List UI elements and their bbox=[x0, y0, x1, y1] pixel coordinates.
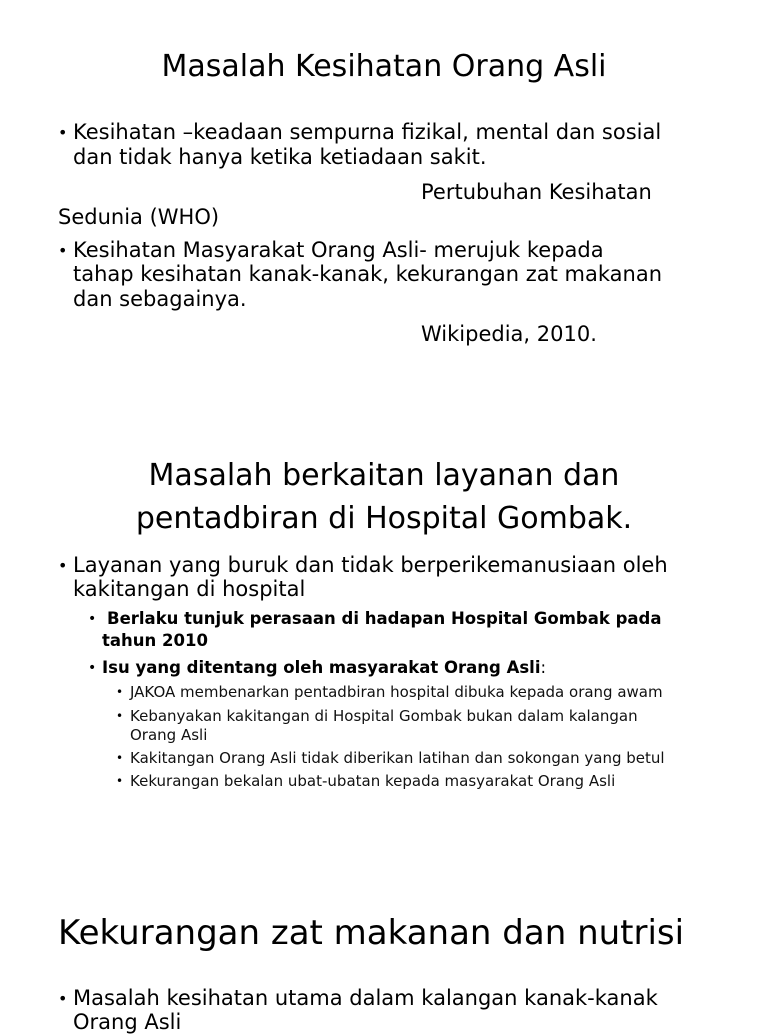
bullet-marker: • bbox=[58, 123, 68, 142]
slide2-bullet1-line2: kakitangan di hospital bbox=[73, 577, 306, 601]
bullet-marker: • bbox=[58, 241, 68, 260]
bullet-marker: • bbox=[88, 660, 97, 676]
slide1-bullet2-line3: dan sebagainya. bbox=[73, 287, 247, 311]
slide3-bullet1-line1: Masalah kesihatan utama dalam kalangan kanak-kanak bbox=[73, 986, 658, 1010]
bullet-marker: • bbox=[88, 611, 97, 627]
bullet-marker: • bbox=[116, 685, 124, 699]
bullet-marker: • bbox=[58, 556, 68, 575]
slide2-sub1-line2: tahun 2010 bbox=[102, 631, 208, 650]
slide1-bullet1-line2: dan tidak hanya ketika ketiadaan sakit. bbox=[73, 145, 487, 169]
slide1-attribution1-line2: Sedunia (WHO) bbox=[58, 205, 220, 229]
bullet-marker: • bbox=[58, 989, 68, 1008]
slide1-attribution2: Wikipedia, 2010. bbox=[421, 322, 597, 346]
slide2-sub2-colon: : bbox=[540, 658, 547, 677]
bullet-marker: • bbox=[116, 709, 124, 723]
slide2-sub1-line1: Berlaku tunjuk perasaan di hadapan Hospital Gombak pada bbox=[107, 609, 662, 628]
slide2-bullet1-line1: Layanan yang buruk dan tidak berperikemanusiaan oleh bbox=[73, 553, 668, 577]
slide2-subsub-item: Kebanyakan kakitangan di Hospital Gombak bukan dalam kalangan bbox=[130, 707, 638, 725]
slide1-bullet1-line1: Kesihatan –keadaan sempurna fizikal, mental dan sosial bbox=[73, 120, 662, 144]
slide3-title: Kekurangan zat makanan dan nutrisi bbox=[58, 913, 685, 953]
slide2-subsub-item: JAKOA membenarkan pentadbiran hospital dibuka kepada orang awam bbox=[130, 683, 663, 701]
slide2-title-line1: Masalah berkaitan layanan dan bbox=[148, 458, 620, 493]
slide2-subsub-item-continued: Orang Asli bbox=[130, 726, 208, 744]
slide1-title: Masalah Kesihatan Orang Asli bbox=[161, 49, 607, 84]
slide1-bullet2-line2: tahap kesihatan kanak-kanak, kekurangan zat makanan bbox=[73, 262, 663, 286]
slide2-title-line2: pentadbiran di Hospital Gombak. bbox=[135, 501, 633, 536]
slide2-sub2-text: Isu yang ditentang oleh masyarakat Orang Asli bbox=[102, 658, 541, 677]
slide3-bullet1-line2: Orang Asli bbox=[73, 1010, 182, 1034]
slide2-subsub-item: Kekurangan bekalan ubat-ubatan kepada masyarakat Orang Asli bbox=[130, 772, 616, 790]
slide2-sub2 bbox=[102, 657, 546, 679]
bullet-marker: • bbox=[116, 774, 124, 788]
slide1-bullet2-line1: Kesihatan Masyarakat Orang Asli- merujuk kepada bbox=[73, 238, 604, 262]
slide1-attribution1-line1: Pertubuhan Kesihatan bbox=[421, 180, 652, 204]
slide2-subsub-item: Kakitangan Orang Asli tidak diberikan latihan dan sokongan yang betul bbox=[130, 749, 665, 767]
bullet-marker: • bbox=[116, 751, 124, 765]
